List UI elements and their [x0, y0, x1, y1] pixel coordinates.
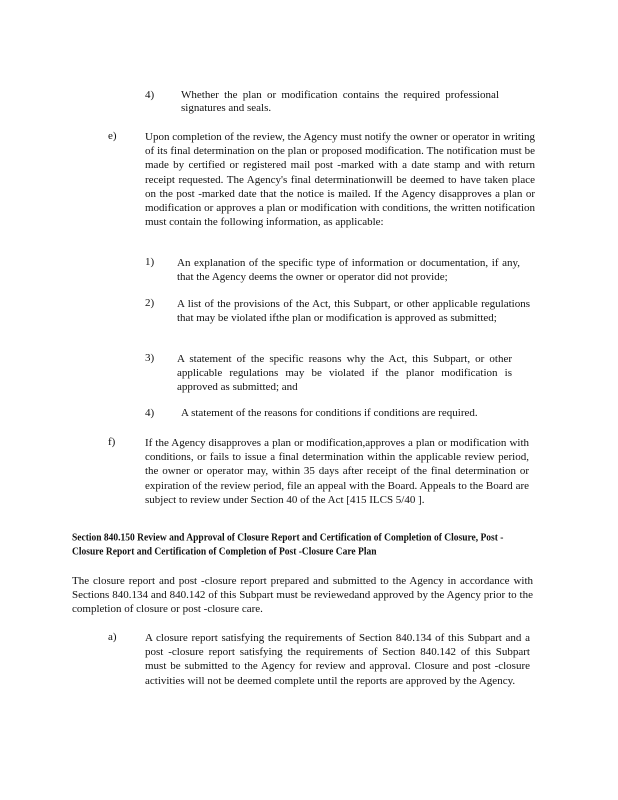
subitem-number: 3): [145, 352, 155, 364]
item-label-a: a): [108, 631, 117, 643]
item-number: 4): [145, 89, 155, 101]
item-label-f: f): [108, 436, 116, 448]
subitem-text: A statement of the specific reasons why the Act, this Subpart, or other applicable regulations may be violated if the planor modification is approved as submitted; and: [177, 353, 512, 393]
section-heading: Section 840.150 Review and Approval of Closure Report and Certification of Completion of Closure, Post -Closure Report and Certification of Completion of Post -Closure Care Plan: [72, 533, 504, 558]
subitem-text: A statement of the reasons for conditions if conditions are required.: [181, 407, 478, 419]
subitem-text: A list of the provisions of the Act, this Subpart, or other applicable regulations that may be violated ifthe plan or modification is approved as submitted;: [177, 298, 530, 324]
item-label-e: e): [108, 130, 117, 142]
item-e-text: Upon completion of the review, the Agency must notify the owner or operator in writing of its final determination on the plan or proposed modification. The notification must be made by certified or registered mail post -marked with a date stamp and with return receipt requested. The Agency's final determinationwill be deemed to have taken place on the post -marked date that the notice is mailed. If the Agency disapproves a plan or modification or approves a plan or modification with conditions, the written notification must contain the following information, as applicable:: [145, 131, 535, 229]
subitem-number: 1): [145, 256, 155, 268]
subitem-text: An explanation of the specific type of information or documentation, if any, that the Agency deems the owner or operator did not provide;: [177, 257, 520, 283]
item-a-text: A closure report satisfying the requirements of Section 840.134 of this Subpart and a post -closure report satisfying the requirements of Section 840.142 of this Subpart must be submitted to the Agency for review and approval. Closure and post -closure activities will not be deemed complete until the reports are approved by the Agency.: [145, 632, 530, 687]
item-text: Whether the plan or modification contains the required professional signatures and seals.: [181, 89, 499, 114]
intro-paragraph: The closure report and post -closure report prepared and submitted to the Agency in accordance with Sections 840.134 and 840.142 of this Subpart must be reviewedand approved by the Agency prior to the completion of closure or post -closure care.: [72, 575, 533, 616]
subitem-number: 2): [145, 297, 155, 309]
item-f-text: If the Agency disapproves a plan or modification,approves a plan or modification with conditions, or fails to issue a final determination within the applicable review period, the owner or operator may, within 35 days after receipt of the final determination or expiration of the review period, file an appeal with the Board. Appeals to the Board are subject to review under Section 40 of the Act [415 ILCS 5/40 ].: [145, 437, 529, 506]
subitem-number: 4): [145, 407, 155, 419]
